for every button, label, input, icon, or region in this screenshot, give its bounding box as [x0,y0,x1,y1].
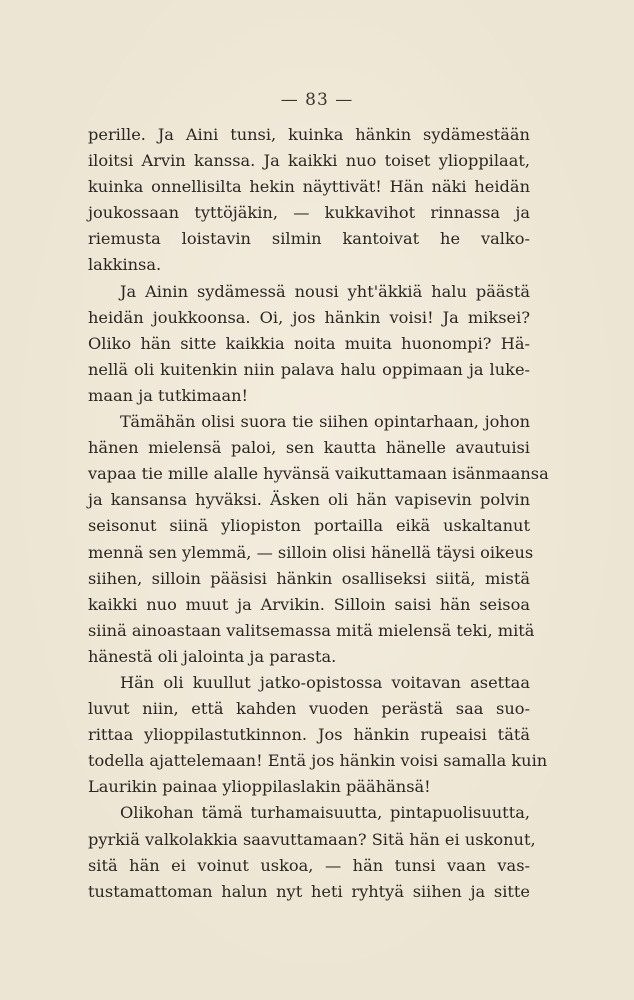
text-line: ja kansansa hyväksi. Äsken oli hän vapisevin polvin [88,490,530,510]
text-line: tustamattoman halun nyt heti ryhtyä siihen ja sitte [88,881,530,901]
page-number: — 83 — [280,90,354,110]
text-line: Oliko hän sitte kaikkia noita muita huonompi? Hä- [88,333,530,353]
text-line: siinä ainoastaan valitsemassa mitä mielensä teki, mitä [88,620,535,640]
body-text [88,122,549,905]
text-line: kaikki nuo muut ja Arvikin. Silloin saisi hän seisoa [88,594,530,614]
text-line: Hän oli kuullut jatko-opistossa voitavan asettaa [120,672,530,692]
text-line: sitä hän ei voinut uskoa, — hän tunsi vaan vas- [88,855,530,875]
text-line: rittaa ylioppilastutkinnon. Jos hänkin rupeaisi tätä [88,725,530,745]
text-line: maan ja tutkimaan! [88,385,249,405]
text-line: todella ajattelemaan! Entä jos hänkin voisi samalla kuin [88,751,548,771]
text-line: lakkinsa. [88,255,162,275]
text-line: heidän joukkoonsa. Oi, jos hänkin voisi! Ja miksei? [88,307,530,327]
text-line: iloitsi Arvin kanssa. Ja kaikki nuo toiset ylioppilaat, [88,151,530,171]
text-line: pyrkiä valkolakkia saavuttamaan? Sitä hän ei uskonut, [88,829,536,849]
text-line: kuinka onnellisilta hekin näyttivät! Hän näki heidän [88,177,530,197]
text-line: hänestä oli jalointa ja parasta. [88,646,337,666]
text-line: hänen mielensä paloi, sen kautta hänelle avautuisi [88,438,530,458]
text-line: nellä oli kuitenkin niin palava halu oppimaan ja luke- [88,359,530,379]
text-line: Tämähän olisi suora tie siihen opintarhaan, johon [120,412,530,432]
text-line: riemusta loistavin silmin kantoivat he valko- [88,229,530,249]
text-line: perille. Ja Aini tunsi, kuinka hänkin sydämestään [88,125,530,144]
text-line: vapaa tie mille alalle hyvänsä vaikuttamaan isänmaansa [88,464,549,484]
text-line: joukossaan tyttöjäkin, — kukkavihot rinnassa ja [88,203,530,223]
text-line: Laurikin painaa ylioppilaslakin päähänsä! [88,777,431,797]
text-line: Ja Ainin sydämessä nousi yht'äkkiä halu päästä [120,281,530,301]
text-line: mennä sen ylemmä, — silloin olisi hänellä täysi oikeus [88,542,534,562]
text-line: seisonut siinä yliopiston portailla eikä uskaltanut [88,516,530,536]
text-line: Olikohan tämä turhamaisuutta, pintapuolisuutta, [120,803,530,823]
text-line: luvut niin, että kahden vuoden perästä saa suo- [88,699,530,719]
text-line: siihen, silloin pääsisi hänkin osalliseksi siitä, mistä [88,568,530,588]
